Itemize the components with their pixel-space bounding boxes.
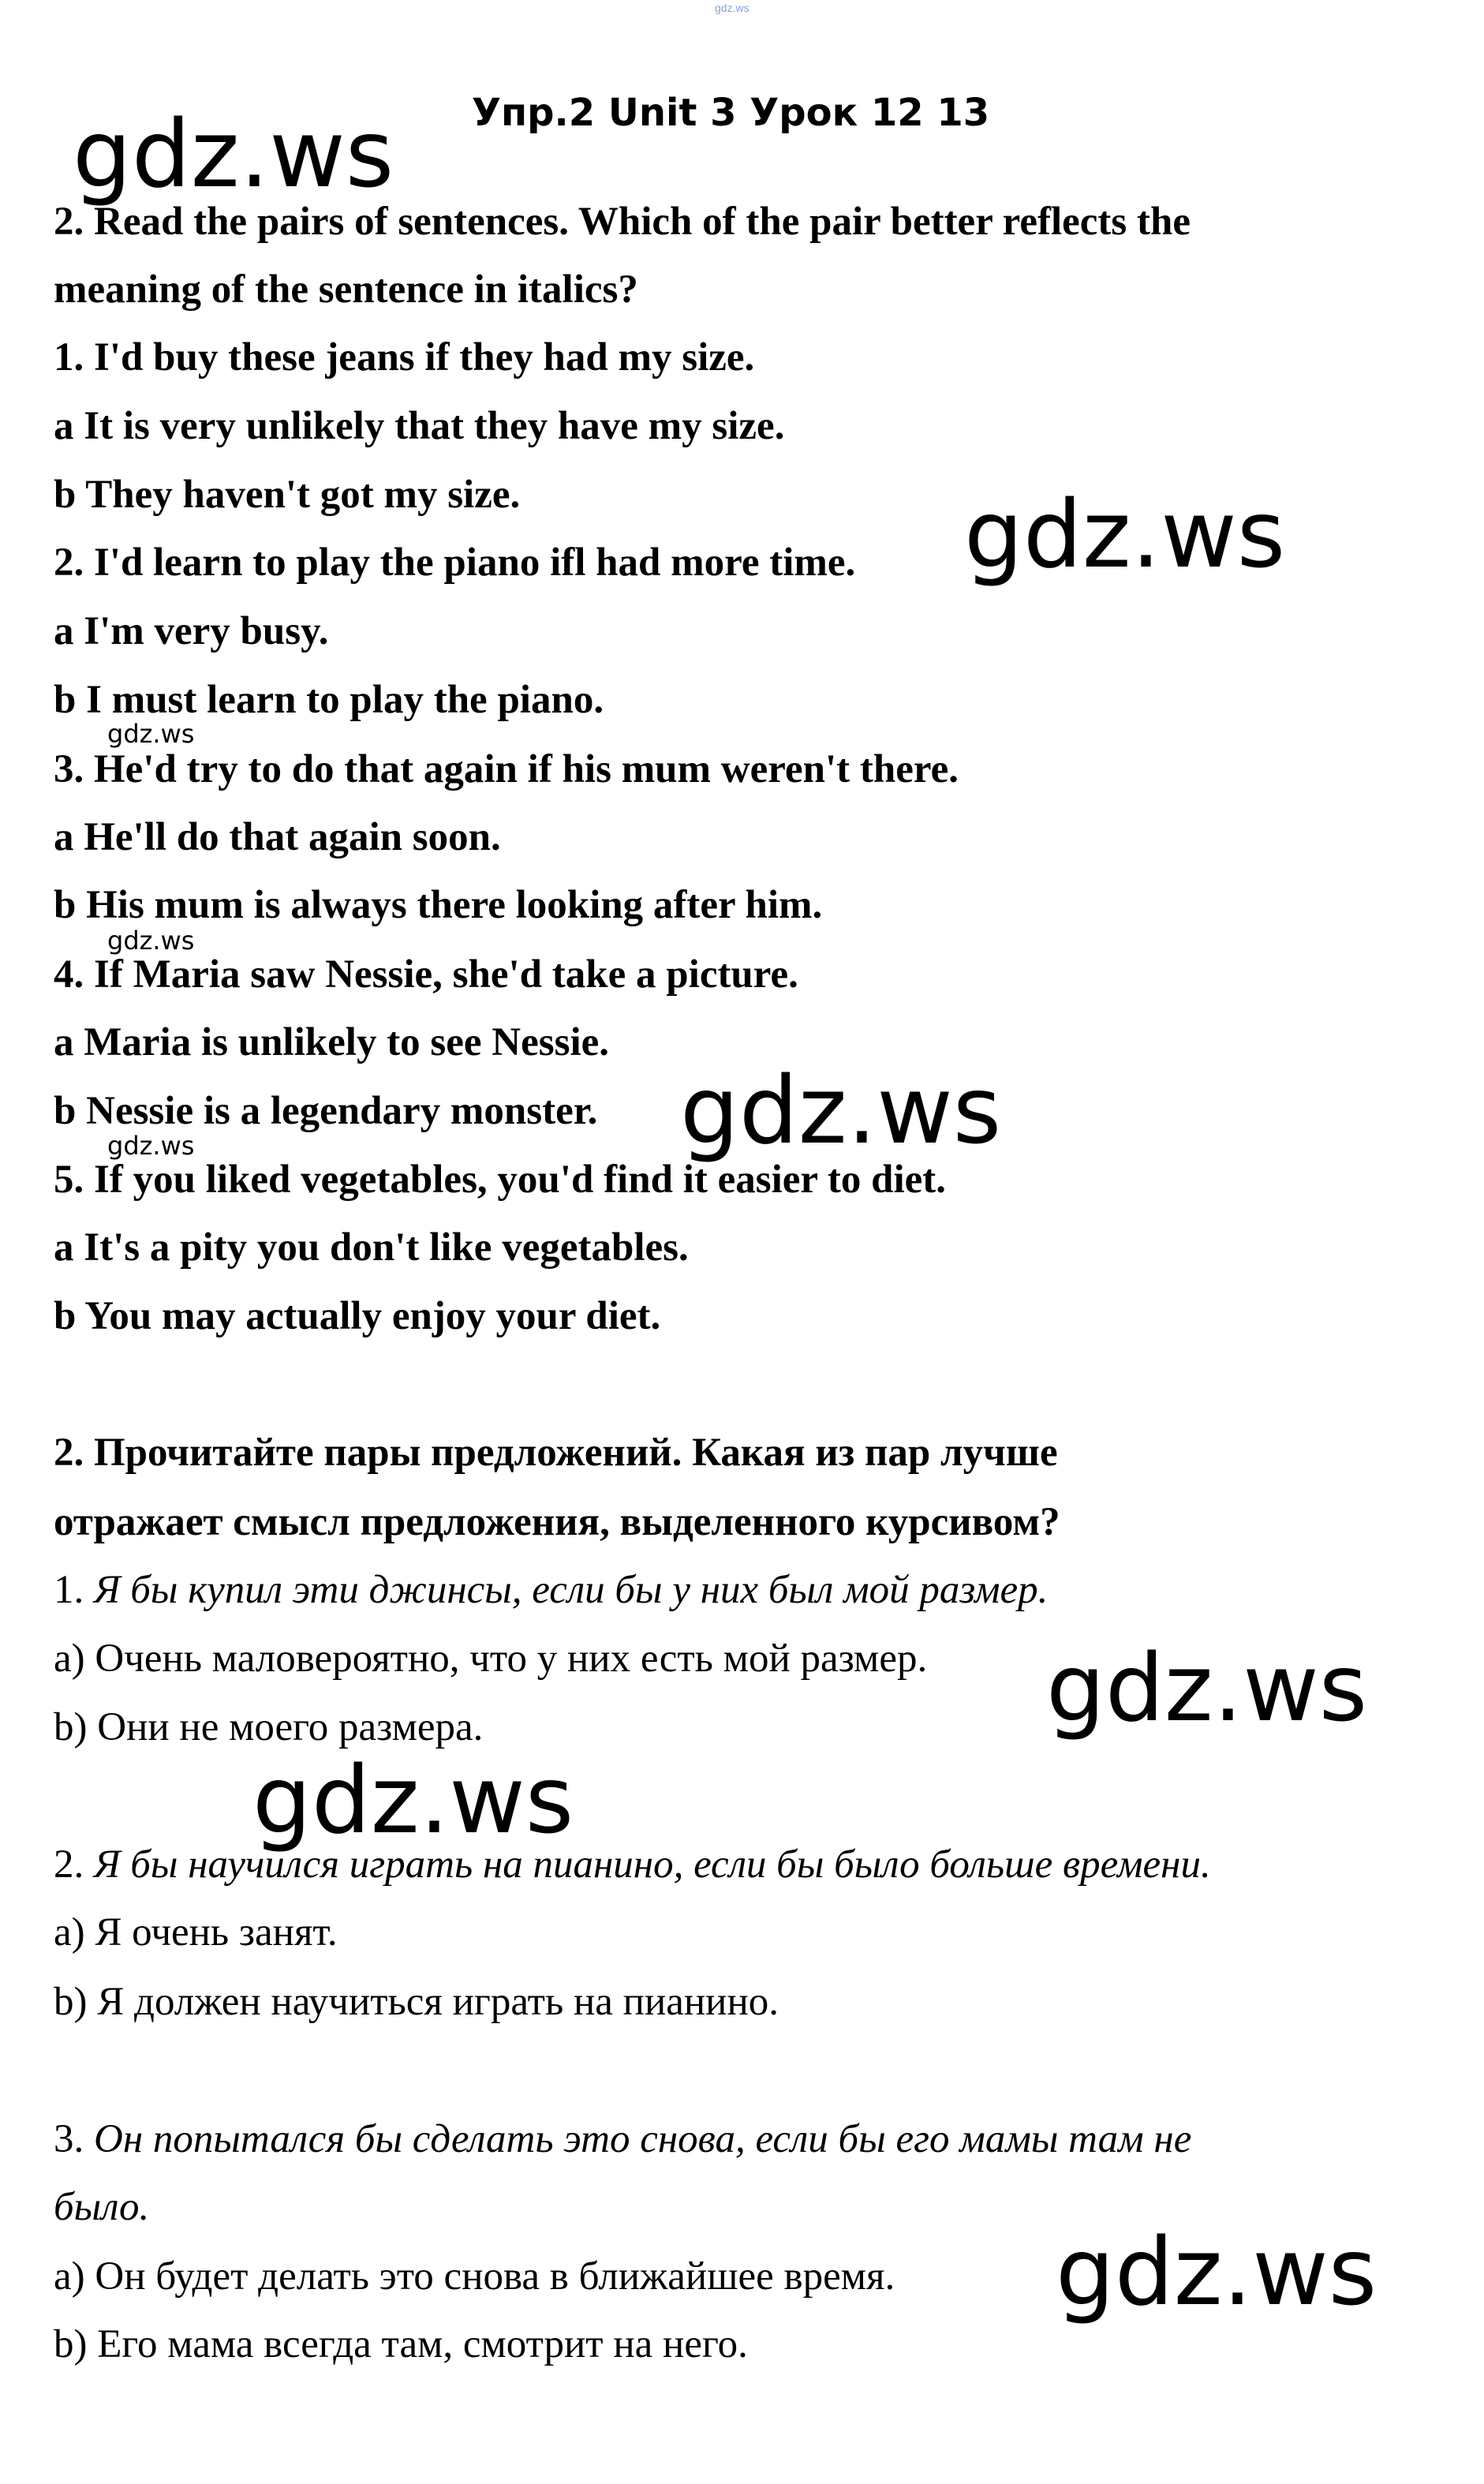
option-4b: b Nessie is a legendary monster.: [54, 1089, 598, 1133]
watermark: gdz.ws: [252, 1745, 574, 1854]
watermark: gdz.ws: [964, 480, 1286, 589]
watermark-small: gdz.ws: [107, 1131, 195, 1161]
option-4a: a Maria is unlikely to see Nessie.: [54, 1020, 610, 1064]
ru-question-1-number: 1.: [54, 1568, 84, 1612]
question-4: 4. If Maria saw Nessie, she'd take a picture.: [54, 952, 798, 997]
task-english-line-1: 2. Read the pairs of sentences. Which of the pair better reflects the: [54, 200, 1191, 244]
watermark: gdz.ws: [1046, 1633, 1368, 1742]
option-1b: b They haven't got my size.: [54, 473, 521, 517]
option-5a: a It's a pity you don't like vegetables.: [54, 1225, 689, 1270]
ru-option-1a: a) Очень маловероятно, что у них есть мой размер.: [54, 1637, 928, 1681]
watermark-small: gdz.ws: [107, 719, 195, 749]
watermark: gdz.ws: [680, 1056, 1002, 1165]
ru-question-2: [54, 1842, 1211, 1887]
ru-question-3-continuation: было.: [54, 2185, 150, 2229]
watermark: gdz.ws: [1056, 2217, 1377, 2326]
option-5b: b You may actually enjoy your diet.: [54, 1294, 661, 1338]
ru-option-3a: a) Он будет делать это снова в ближайшее время.: [54, 2254, 895, 2299]
option-2a: a I'm very busy.: [54, 609, 329, 653]
option-3b: b His mum is always there looking after him.: [54, 883, 823, 927]
question-3: 3. He'd try to do that again if his mum weren't there.: [54, 747, 959, 791]
top-watermark: gdz.ws: [715, 2, 749, 14]
ru-option-1b: b) Они не моего размера.: [54, 1705, 484, 1749]
task-russian-line-2: отражает смысл предложения, выделенного курсивом?: [54, 1500, 1060, 1544]
ru-question-3-number: 3.: [54, 2117, 84, 2161]
ru-question-3-text: Он попытался бы сделать это снова, если бы его мамы там не: [94, 2117, 1192, 2161]
ru-question-1: [54, 1570, 1048, 1610]
watermark: gdz.ws: [73, 99, 394, 208]
watermark-small: gdz.ws: [107, 926, 195, 956]
task-russian-line-1: 2. Прочитайте пары предложений. Какая из пар лучше: [54, 1431, 1058, 1475]
page-title: Упр.2 Unit 3 Урок 12 13: [472, 91, 990, 135]
ru-question-1-text: Я бы купил эти джинсы, если бы у них был мой размер.: [94, 1568, 1049, 1612]
question-2: 2. I'd learn to play the piano ifl had more time.: [54, 541, 856, 585]
question-5: 5. If you liked vegetables, you'd find it easier to diet.: [54, 1158, 946, 1202]
ru-question-2-number: 2.: [54, 1842, 84, 1887]
ru-option-2a: a) Я очень занят.: [54, 1910, 338, 1955]
option-3a: a He'll do that again soon.: [54, 815, 501, 859]
task-english-line-2: meaning of the sentence in italics?: [54, 267, 638, 312]
ru-option-3b: b) Его мама всегда там, смотрит на него.: [54, 2322, 748, 2366]
ru-question-3: [54, 2119, 1191, 2160]
ru-option-2b: b) Я должен научиться играть на пианино.: [54, 1980, 779, 2024]
option-1a: a It is very unlikely that they have my size.: [54, 404, 785, 448]
ru-question-2-text: Я бы научился играть на пианино, если бы было больше времени.: [94, 1842, 1211, 1887]
question-1: 1. I'd buy these jeans if they had my size.: [54, 335, 755, 380]
option-2b: b I must learn to play the piano.: [54, 678, 604, 722]
